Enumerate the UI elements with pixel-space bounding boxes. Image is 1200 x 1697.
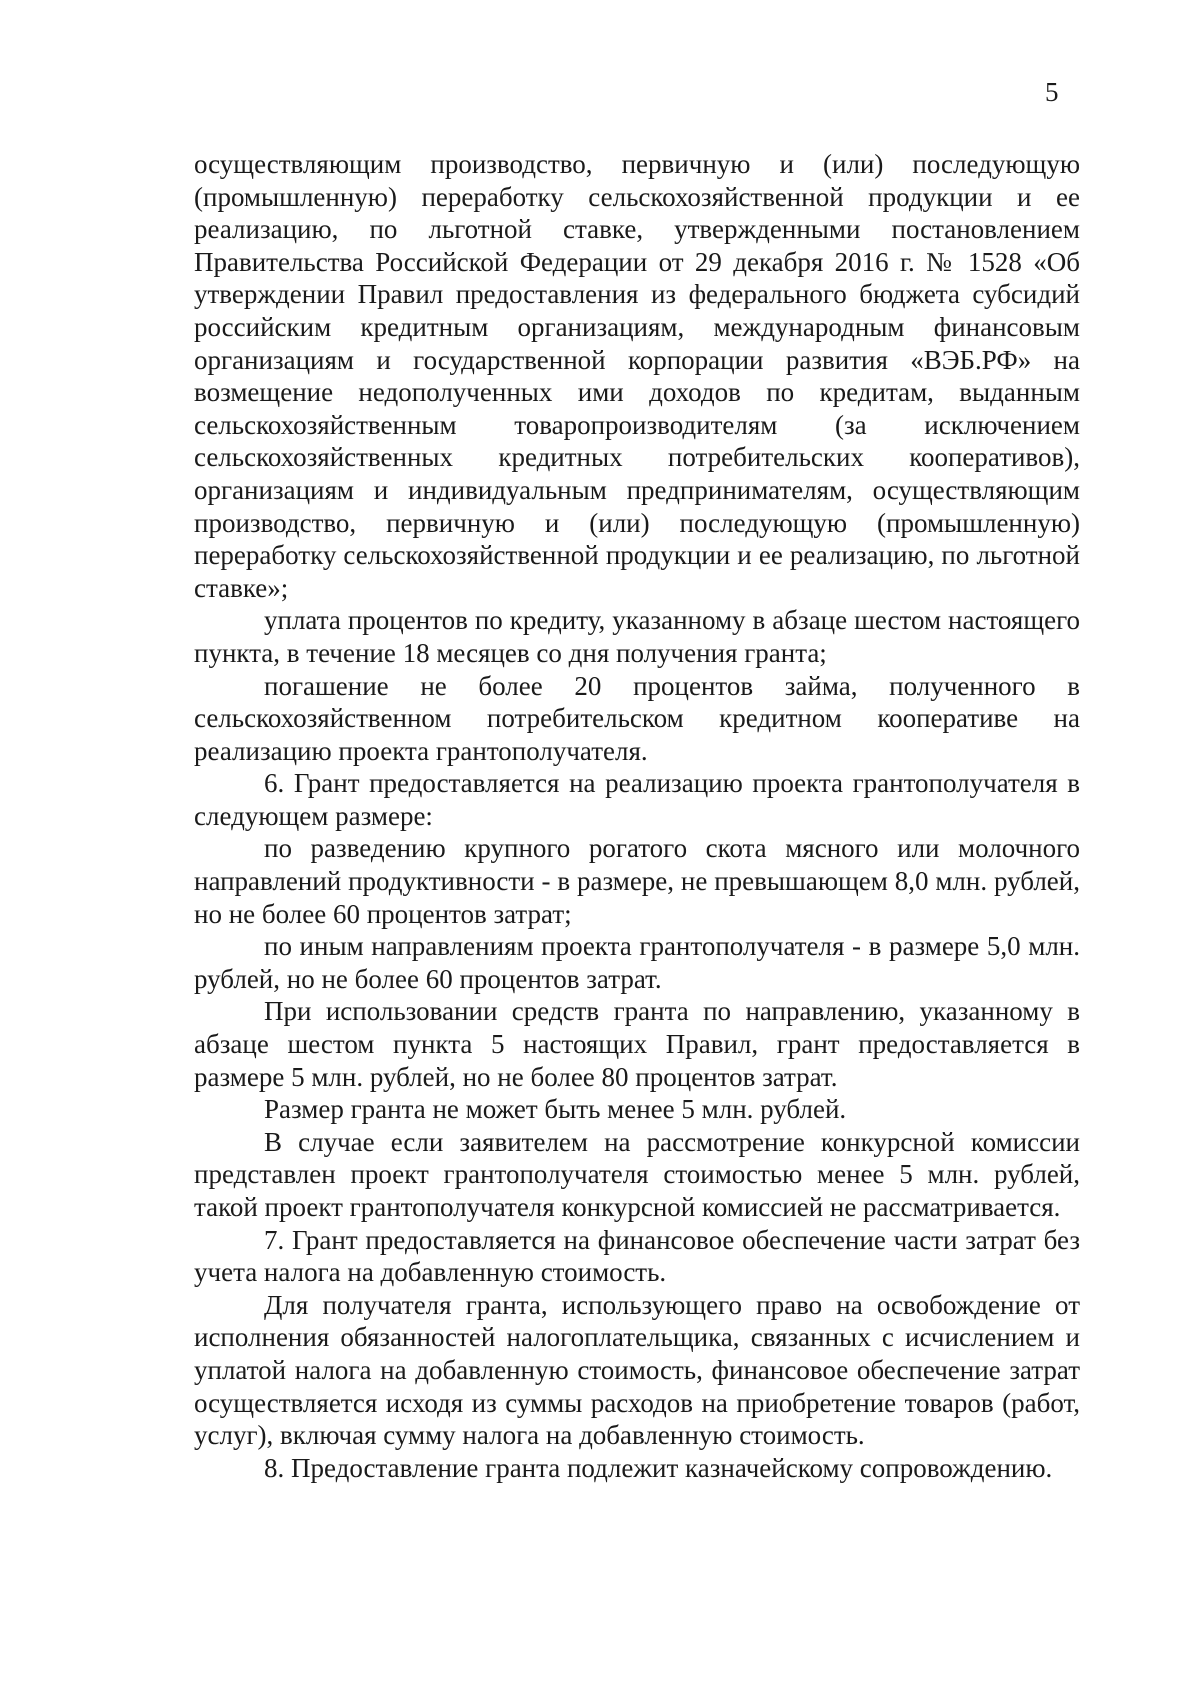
paragraph-continuation: осуществляющим производство, первичную и (или) последующую (промышленную) переработку сельскохозяйственной продукции и ее реализацию, по льготной ставке, утвержденными постановлением Правительства Российской Федерации от 29 декабря 2016 г. № 1528 «Об утверждении Правил предоставления из федерального бюджета субсидий российским кредитным организациям, международным финансовым организациям и государственной корпорации развития «ВЭБ.РФ» на возмещение недополученных ими доходов по кредитам, выданным сельскохозяйственным товаропроизводителям (за исключением сельскохозяйственных кредитных потребительских кооперативов), организациям и индивидуальным предпринимателям, осуществляющим производство, первичную и (или) последующую (промышленную) переработку сельскохозяйственной продукции и ее реализацию, по льготной ставке»; (194, 149, 1080, 603)
paragraph-interest-payment: уплата процентов по кредиту, указанному в абзаце шестом настоящего пункта, в течение 18 месяцев со дня получения гранта; (194, 605, 1080, 668)
paragraph-grant-usage: При использовании средств гранта по направлению, указанному в абзаце шестом пункта 5 настоящих Правил, грант предоставляется в размере 5 млн. рублей, но не более 80 процентов затрат. (194, 996, 1080, 1092)
paragraph-item-6: 6. Грант предоставляется на реализацию проекта грантополучателя в следующем размере: (194, 768, 1080, 831)
document-body (194, 148, 1080, 1484)
page-number: 5 (1045, 77, 1059, 107)
paragraph-other-directions: по иным направлениям проекта грантополучателя - в размере 5,0 млн. рублей, но не более 60 процентов затрат. (194, 931, 1080, 994)
paragraph-vat-exemption: Для получателя гранта, использующего право на освобождение от исполнения обязанностей налогоплательщика, связанных с исчислением и уплатой налога на добавленную стоимость, финансовое обеспечение затрат осуществляется исходя из суммы расходов на приобретение товаров (работ, услуг), включая сумму налога на добавленную стоимость. (194, 1289, 1080, 1451)
paragraph-minimum-grant: Размер гранта не может быть менее 5 млн. рублей. (264, 1094, 847, 1125)
paragraph-item-7: 7. Грант предоставляется на финансовое обеспечение части затрат без учета налога на добавленную стоимость. (194, 1224, 1080, 1288)
paragraph-item-8: 8. Предоставление гранта подлежит казначейскому сопровождению. (264, 1452, 1053, 1483)
paragraph-loan-repayment: погашение не более 20 процентов займа, полученного в сельскохозяйственном потребительском кредитном кооперативе на реализацию проекта грантополучателя. (194, 670, 1080, 766)
paragraph-project-cost: В случае если заявителем на рассмотрение конкурсной комиссии представлен проект грантополучателя стоимостью менее 5 млн. рублей, такой проект грантополучателя конкурсной комиссией не рассматривается. (194, 1126, 1080, 1222)
paragraph-cattle-breeding: по разведению крупного рогатого скота мясного или молочного направлений продуктивности - в размере, не превышающем 8,0 млн. рублей, но не более 60 процентов затрат; (194, 833, 1080, 929)
